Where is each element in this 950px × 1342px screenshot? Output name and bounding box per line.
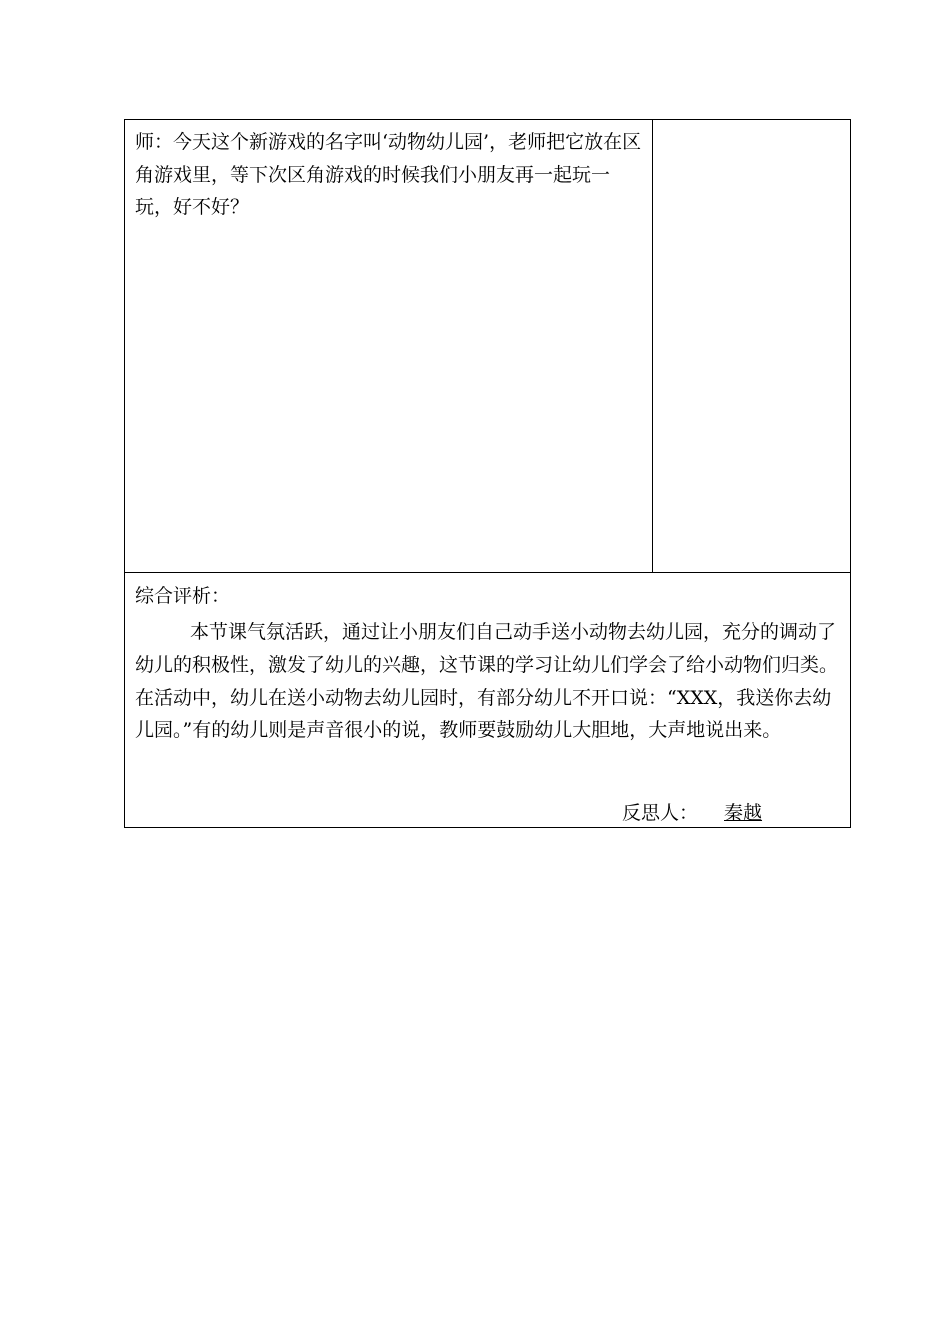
activity-process-cell <box>125 120 653 572</box>
notes-cell <box>653 120 850 572</box>
evaluation-body: 本节课气氛活跃，通过让小朋友们自己动手送小动物去幼儿园，充分的调动了幼儿的积极性，激发了幼儿的兴趣，这节课的学习让幼儿们学会了给小动物们归类。在活动中，幼儿在送小动物去幼儿园时，有部分幼儿不开口说：“XXX，我送你去幼儿园。”有的幼儿则是声音很小的说，教师要鼓励幼儿大胆地，大声地说出来。 <box>135 621 839 742</box>
activity-row <box>125 120 850 573</box>
teacher-dialogue: 师：今天这个新游戏的名字叫‘动物幼儿园’，老师把它放在区角游戏里，等下次区角游戏的时候我们小朋友再一起玩一玩，好不好？ <box>135 131 642 218</box>
reflector-label: 反思人： <box>622 802 699 824</box>
reflector-name: 秦越 <box>724 802 763 824</box>
reflector-signature <box>622 799 764 827</box>
evaluation-row <box>125 573 850 827</box>
lesson-table <box>124 119 851 828</box>
evaluation-heading: 综合评析： <box>135 585 231 607</box>
